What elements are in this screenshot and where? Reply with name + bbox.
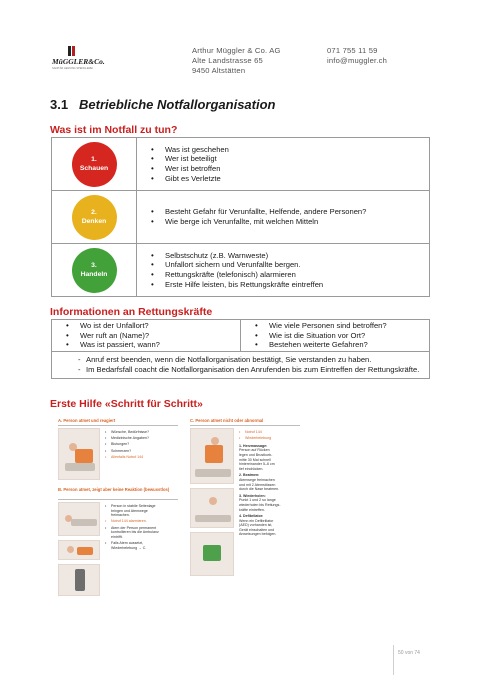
list-item: • Schmerzen?	[105, 449, 149, 454]
list-item: • Wer ruft an (Name)?	[80, 331, 240, 341]
company-logo	[52, 46, 105, 76]
info-left-cell	[52, 320, 241, 352]
step-text: durch die Nase beatmen.	[239, 487, 280, 492]
illustration-defibrillator	[190, 532, 234, 576]
col-c-list	[239, 430, 281, 539]
illustration-ventilation	[190, 488, 234, 528]
address-line: Arthur Müggler & Co. AG	[192, 46, 281, 55]
col-a-title: A. Person atmet und reagiert	[58, 418, 116, 423]
list-item	[105, 526, 169, 540]
info-right-cell	[241, 320, 430, 352]
list-item: • Wünsche, Bedürfnisse?	[105, 430, 149, 435]
illustration-phone-call	[58, 564, 100, 596]
info-row	[52, 320, 430, 352]
step-items-cell	[137, 191, 430, 244]
step-title: 4. Defibrilator:	[239, 514, 264, 519]
step-text: Atemwege freimachen	[239, 477, 275, 482]
cpr-step	[239, 473, 281, 491]
step-row	[52, 138, 430, 191]
info-note: - Im Bedarfsfall coacht die Notfallorganisation den Anrufenden bis zum Eintreffen der Rettungskräfte.	[86, 365, 423, 375]
list-item: • Wie ist die Situation vor Ort?	[269, 331, 429, 341]
step-title: 3. Wiederholen:	[239, 493, 266, 498]
step-text: Anweisungen befolgen.	[239, 532, 277, 537]
list-item: • Wo ist der Unfallort?	[80, 321, 240, 331]
step-circle-cell	[52, 191, 137, 244]
list-item: • Wie berge ich Verunfallte, mit welchen Mitteln	[165, 217, 429, 227]
step-text: Punkt 1 und 2 so lange	[239, 498, 276, 503]
list-item: • Besteht Gefahr für Verunfallte, Helfende, andere Personen?	[165, 207, 429, 217]
item-text: • Atem der Person permanent kontrollieren bis die Ambulanz eintrifft.	[111, 525, 159, 539]
step-title: 2. Beatmen:	[239, 473, 260, 478]
step-text: (AED) vorhanden ist,	[239, 523, 273, 528]
item-text: • Falls Atem aussetzt, Wiederbelebung → C.	[111, 540, 147, 550]
illustration-responsive-person	[58, 428, 100, 480]
step-text: wiederholen bis Rettungs-	[239, 502, 281, 507]
step-circle-handeln	[72, 248, 117, 293]
list-item	[105, 541, 169, 550]
section-number: 3.1	[50, 97, 69, 112]
col-c-title: C. Person atmet nicht oder abnormal	[190, 418, 264, 423]
list-item: • Wer ist betroffen	[165, 164, 429, 174]
heading-info: Informationen an Rettungskräfte	[50, 306, 213, 318]
list-item: • Allenfalls Notruf 144	[105, 455, 149, 460]
list-item: • Wie viele Personen sind betroffen?	[269, 321, 429, 331]
list-item: • Rettungskräfte (telefonisch) alarmieren	[165, 270, 429, 280]
list-item: • Was ist passiert, wann?	[80, 340, 240, 350]
step-text: Wenn ein Defibrillator	[239, 518, 274, 523]
info-notes-row	[52, 352, 430, 379]
step-text: Person auf Rücken	[239, 448, 270, 453]
col-a-list	[105, 430, 149, 461]
step-item-list	[165, 251, 429, 289]
first-aid-panel	[58, 418, 425, 598]
step-item-list	[165, 145, 429, 183]
step-item-list	[165, 207, 429, 226]
step-number: 1.	[91, 156, 97, 163]
info-list	[269, 321, 429, 350]
logo-mark	[68, 46, 76, 56]
list-item: • Notruf 144 alarmieren.	[105, 519, 169, 524]
section-heading: Betriebliche Notfallorganisation	[79, 97, 276, 112]
illustration-check-breathing	[58, 540, 100, 560]
list-item: • Selbstschutz (z.B. Warnweste)	[165, 251, 429, 261]
heading-notfall: Was ist im Notfall zu tun?	[50, 124, 178, 136]
step-row	[52, 191, 430, 244]
cpr-step	[239, 444, 281, 472]
logo-wordmark: MüGGLER&Co.	[52, 57, 105, 66]
page-divider	[393, 645, 394, 675]
heading-erste-hilfe: Erste Hilfe «Schritt für Schritt»	[50, 398, 203, 410]
illustration-recovery-position	[58, 502, 100, 536]
list-item: • Unfallort sichern und Verunfallte bergen.	[165, 260, 429, 270]
list-item: • Gibt es Verletzte	[165, 174, 429, 184]
logo-tagline: SANITÄR HEIZUNG SPENGLEREI	[52, 67, 93, 70]
step-label: Handeln	[80, 271, 108, 278]
step-row	[52, 244, 430, 297]
info-note: - Anruf erst beenden, wenn die Notfallorganisation bestätigt, Sie verstanden zu haben.	[86, 355, 423, 365]
step-items-cell	[137, 138, 430, 191]
company-contact	[327, 46, 387, 66]
section-title	[50, 97, 275, 112]
step-text: hintereinander 5–6 cm	[239, 462, 275, 467]
step-circle-cell	[52, 244, 137, 297]
step-circle-schauen	[72, 142, 117, 187]
list-item: • Medizinische Angaben?	[105, 436, 149, 441]
list-item: • Erste Hilfe leisten, bis Rettungskräfte eintreffen	[165, 280, 429, 290]
step-number: 3.	[91, 262, 97, 269]
address-line: 9450 Altstätten	[192, 66, 246, 75]
col-b-title: B. Person atmet, zeigt aber keine Reaktion (bewusstlos)	[58, 487, 170, 492]
page-number: 50 von 74	[398, 650, 420, 656]
rescue-info-table	[51, 319, 430, 379]
illustration-chest-compression	[190, 428, 234, 484]
cpr-step	[239, 514, 281, 537]
list-item: • Bestehen weiterte Gefahren?	[269, 340, 429, 350]
list-item: • Was ist geschehen	[165, 145, 429, 155]
alert-item: • Notruf 144	[239, 430, 281, 435]
step-text: kräfte eintreffen.	[239, 507, 265, 512]
step-circle-cell	[52, 138, 137, 191]
step-label: Denken	[81, 218, 107, 225]
divider	[190, 425, 300, 426]
address-line: Alte Landstrasse 65	[192, 56, 263, 65]
cpr-step	[239, 494, 281, 512]
item-text: • Person in stabile Seitenlage bringen und Atemwege freimachen.	[111, 504, 156, 518]
step-title: 1. Herzmassage:	[239, 443, 268, 448]
list-item: • Blutungen?	[105, 442, 149, 447]
step-text: Gerät einschalten und	[239, 527, 275, 532]
emergency-steps-table	[51, 137, 430, 297]
step-items-cell	[137, 244, 430, 297]
step-text: mitte 30 Mal schnell	[239, 457, 271, 462]
step-text: legen und Brustkorb-	[239, 452, 273, 457]
alert-item: • Wiederbelebung	[239, 436, 281, 441]
company-address	[192, 46, 281, 76]
divider	[58, 499, 178, 500]
info-notes-cell	[52, 352, 430, 379]
step-text: tief eindrücken.	[239, 466, 264, 471]
phone-number: 071 755 11 59	[327, 46, 378, 55]
step-number: 2.	[91, 209, 97, 216]
list-item: • Wer ist beteiligt	[165, 154, 429, 164]
step-label: Schauen	[79, 165, 109, 172]
divider	[58, 425, 178, 426]
col-b-list	[105, 504, 169, 552]
step-text: und mit 2 Atemstössen	[239, 482, 276, 487]
step-circle-denken	[72, 195, 117, 240]
info-list	[80, 321, 240, 350]
email-address[interactable]: info@muggler.ch	[327, 56, 388, 65]
list-item	[105, 504, 169, 518]
